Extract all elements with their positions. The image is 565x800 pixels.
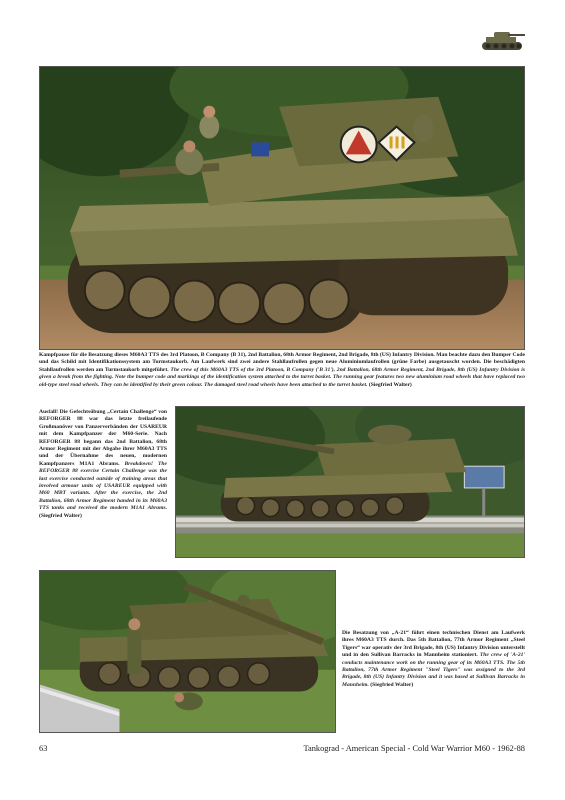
caption-photo-1 xyxy=(39,352,525,389)
caption-1-german: Kampfpause für die Besatzung dieses M60A3 TTS des 3rd Platoon, B Company (B 31), 2nd Battalion, 68th Armor Regiment, 2nd Brigade, 8th (US) Infantry Division. Man beachte dazu den Bumper Code und das Schild mit Identifikationssystem am Turmstaukorb. Am Laufwerk sind zwei andere Stahllaufrollen gegen neue Aluminiumlaufrollen (grüne Farbe) ausgetauscht worden. Die beschädigten Stahllaufrollen werden am Turmstaukorb mitgeführt. xyxy=(39,352,525,373)
caption-photo-2 xyxy=(39,409,167,520)
running-title: Tankograd - American Special - Cold War Warrior M60 - 1962-88 xyxy=(303,744,525,753)
tank-icon xyxy=(480,28,526,54)
photo-tank-breakdown xyxy=(175,406,525,558)
caption-photo-3 xyxy=(342,630,525,689)
photo-tank-crew-break xyxy=(39,66,525,350)
caption-3-credit: (Siegfried Walter) xyxy=(370,681,414,688)
caption-2-credit: (Siegfried Walter) xyxy=(39,512,82,519)
page-number: 63 xyxy=(39,744,48,753)
caption-3-english: The crew of 'A-21' conducts maintenance work on the running gear of its M60A3 TTS. The 5th Battalion, 77th Armor Regiment "Steel Tigers" was assigned to the 3rd Brigade, 8th (US) Infantry Division and it was based at Sullivan Barracks in Mannheim. xyxy=(342,652,525,688)
caption-1-english: The crew of this M60A3 TTS of the 3rd Platoon, B Company ('B 31'), 2nd Battalion, 68th Armor Regiment, 2nd Brigade, 8th (US) Infantry Division is given a break from the fighting. Note the bumper code and markings of the identification system attached to the turret basket. The running gear features two new aluminium road wheels that have replaced two old-type steel road wheels. They can be identified by their green colour. The damaged steel road wheels have been attached to the turret basket. xyxy=(39,366,525,388)
caption-1-credit: (Siegfried Walter) xyxy=(368,381,412,388)
caption-2-german: Ausfall! Die Gefechtsübung „Certain Challenge“ von REFORGER 88 war das letzte freilaufende Großmanöver von Panzerverbänden der USAREUR mit dem Kampfpanzer der M60-Serie. Nach REFORGER 88 begann das 2nd Battalion, 68th Armor Regiment mit der Abgabe ihrer M60A3 TTS und der Übernahme des neuen, modernen Kampfpanzers M1A1 Abrams. xyxy=(39,409,167,467)
photo-crew-maintenance xyxy=(39,570,336,733)
caption-3-german: Die Besatzung von „A-21“ führt einen technischen Dienst am Laufwerk ihres M60A3 TTS durch. Das 5th Battalion, 77th Armor Regiment „Steel Tigers“ war operativ der 3rd Brigade, 8th (US) Infantry Division unterstellt und in den Sullivan Barracks in Mannheim stationiert. xyxy=(342,630,525,659)
caption-2-english: Breakdown! The REFORGER 88 exercise Certain Challenge was the last exercise conducted outside of training areas that involved armour units of USAREUR equipped with M60 MBT variants. After the exercise, the 2nd Battalion, 68th Armor Regiment handed in its M60A3 TTS tanks and received the modern M1A1 Abrams. xyxy=(39,460,167,512)
